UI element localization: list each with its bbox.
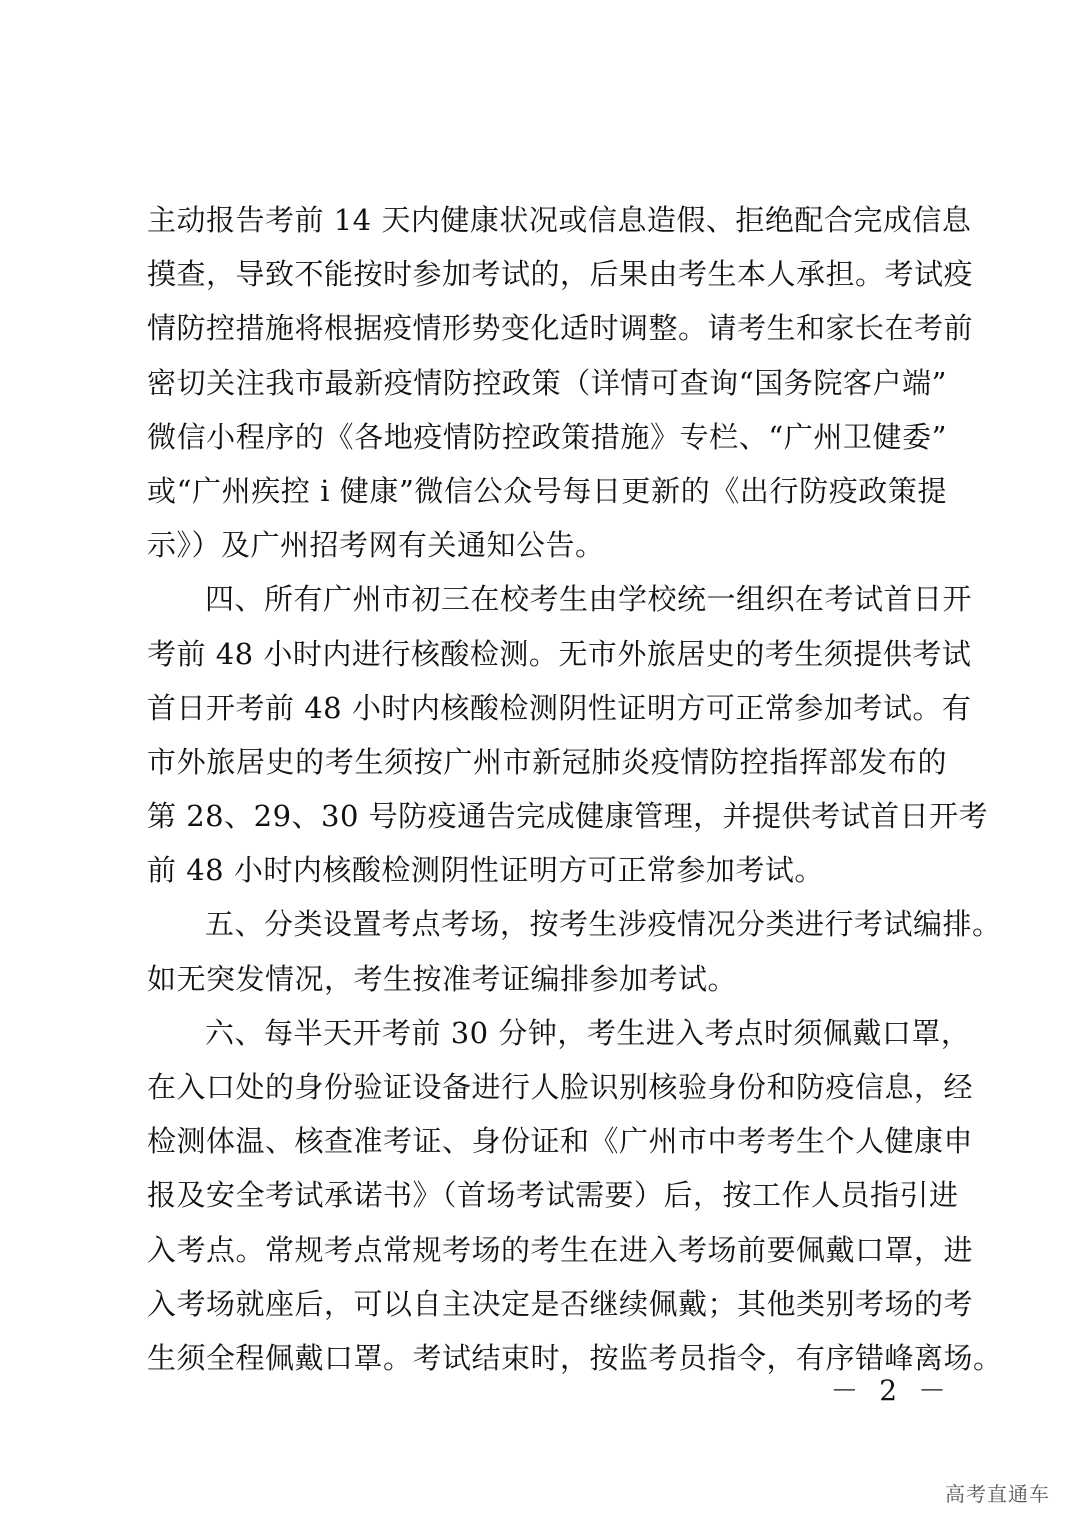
- text-line: 报及安全考试承诺书》（首场考试需要）后，按工作人员指引进: [147, 1178, 959, 1213]
- paragraph-6-first-line: 六、每半天开考前 30 分钟，考生进入考点时须佩戴口罩，: [205, 1015, 971, 1050]
- text-line: 或“广州疾控 i 健康”微信公众号每日更新的《出行防疫政策提: [147, 473, 947, 508]
- text-line: 入考场就座后，可以自主决定是否继续佩戴；其他类别考场的考: [147, 1286, 974, 1321]
- text-line: 微信小程序的《各地疫情防控政策措施》专栏、“广州卫健委”: [147, 419, 947, 454]
- page-number: － 2 －: [830, 1374, 952, 1407]
- text-line: 前 48 小时内核酸检测阴性证明方可正常参加考试。: [147, 853, 824, 888]
- paragraph-4-first-line: 四、所有广州市初三在校考生由学校统一组织在考试首日开: [205, 582, 973, 617]
- text-line: 入考点。常规考点常规考场的考生在进入考场前要佩戴口罩，进: [147, 1232, 974, 1267]
- document-body: [147, 193, 1003, 1385]
- text-line: 检测体温、核查准考证、身份证和《广州市中考考生个人健康申: [147, 1124, 974, 1159]
- text-line: 在入口处的身份验证设备进行人脸识别核验身份和防疫信息，经: [147, 1070, 974, 1104]
- text-line: 如无突发情况，考生按准考证编排参加考试。: [147, 961, 738, 996]
- paragraph-5-first-line: 五、分类设置考点考场，按考生涉疫情况分类进行考试编排。: [205, 907, 1002, 942]
- text-line: 示》）及广州招考网有关通知公告。: [147, 528, 605, 563]
- text-line: 密切关注我市最新疫情防控政策（详情可查询“国务院客户端”: [147, 365, 947, 400]
- text-line: 主动报告考前 14 天内健康状况或信息造假、拒绝配合完成信息: [147, 203, 972, 237]
- text-line: 市外旅居史的考生须按广州市新冠肺炎疫情防控指挥部发布的: [147, 744, 947, 779]
- text-line: 第 28、29、30 号防疫通告完成健康管理，并提供考试首日开考: [147, 799, 989, 834]
- text-line: 首日开考前 48 小时内核酸检测阴性证明方可正常参加考试。有: [147, 690, 972, 725]
- text-line: 情防控措施将根据疫情形势变化适时调整。请考生和家长在考前: [147, 311, 974, 346]
- watermark: 高考直通车: [945, 1482, 1050, 1506]
- text-line: 考前 48 小时内进行核酸检测。无市外旅居史的考生须提供考试: [147, 636, 972, 671]
- text-line: 生须全程佩戴口罩。考试结束时，按监考员指令，有序错峰离场。: [147, 1340, 1003, 1375]
- text-line: 摸查，导致不能按时参加考试的，后果由考生本人承担。考试疫: [147, 257, 974, 292]
